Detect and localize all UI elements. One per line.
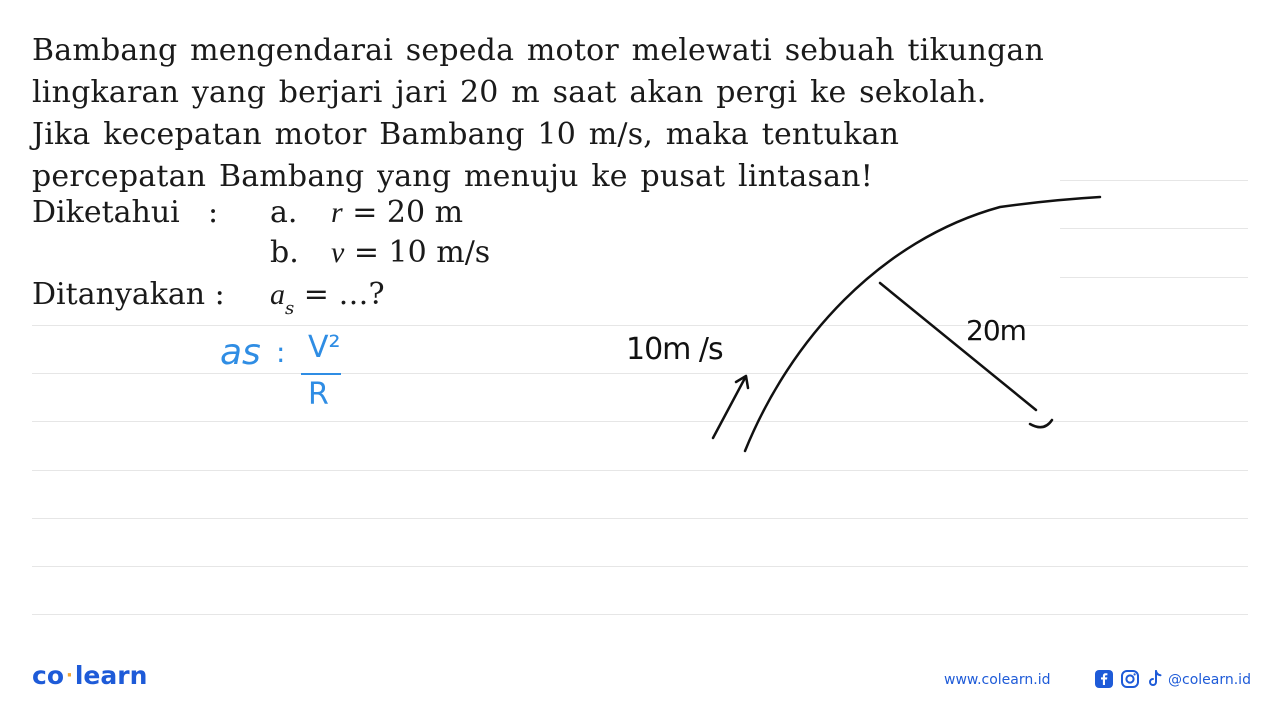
logo-part-learn: learn xyxy=(74,661,148,690)
velocity-value: = 10 m/s xyxy=(344,235,491,270)
social-handle[interactable]: @colearn.id xyxy=(1168,672,1251,688)
asked-value: = …? xyxy=(294,277,385,312)
handwritten-velocity-label: 10m /s xyxy=(626,332,723,367)
colearn-logo xyxy=(32,661,147,690)
logo-part-co: co xyxy=(32,661,64,690)
radius-line xyxy=(880,283,1036,410)
acceleration-variable: a xyxy=(270,278,285,311)
velocity-arrow-shaft xyxy=(713,378,745,438)
handwritten-formula-colon: : xyxy=(276,336,286,369)
radius-variable: r xyxy=(331,196,343,229)
handwritten-formula-numerator: V² xyxy=(308,330,341,365)
logo-dot: · xyxy=(66,665,73,686)
given-item-letter: a. xyxy=(270,195,298,230)
handwritten-radius-label: 20m xyxy=(966,314,1026,347)
facebook-icon[interactable] xyxy=(1094,669,1114,689)
acceleration-subscript: s xyxy=(285,298,295,319)
handwritten-formula-denominator: R xyxy=(308,377,329,412)
curve-path xyxy=(745,197,1100,451)
velocity-variable: v xyxy=(331,236,345,269)
tiktok-icon[interactable] xyxy=(1145,669,1165,689)
given-item-letter: b. xyxy=(270,235,299,270)
problem-statement: Bambang mengendarai sepeda motor melewati sebuah tikungan lingkaran yang berjari jari 20 m saat akan pergi ke sekolah. Jika kecepatan motor Bambang 10 m/s, maka tentukan percepatan Bambang yang menuju ke pusat lintasan! xyxy=(32,33,1045,194)
handwritten-formula-lhs: as xyxy=(220,332,261,373)
asked-label: Ditanyakan : xyxy=(32,277,225,312)
given-colon: : xyxy=(208,195,219,230)
instagram-icon[interactable] xyxy=(1120,669,1140,689)
radius-value: = 20 m xyxy=(342,195,464,230)
radius-arrowhead xyxy=(1030,420,1052,427)
website-link[interactable]: www.colearn.id xyxy=(944,672,1051,688)
given-label: Diketahui xyxy=(32,195,180,230)
